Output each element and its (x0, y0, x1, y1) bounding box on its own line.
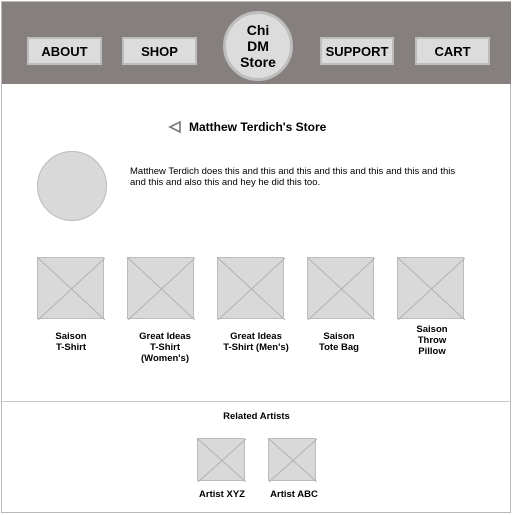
product-label-line: Tote Bag (319, 342, 359, 353)
product-label-line: Great Ideas (230, 331, 282, 342)
product-image-placeholder-icon[interactable] (307, 257, 374, 319)
related-artists-heading: Related Artists (223, 411, 290, 422)
product-label-line: Saison (323, 331, 355, 342)
product-image-placeholder-icon[interactable] (397, 257, 464, 319)
product-label-line: (Women's) (140, 353, 189, 364)
product-image-placeholder-icon[interactable] (37, 257, 104, 319)
nav-support-button[interactable]: SUPPORT (320, 37, 394, 65)
page-title: Matthew Terdich's Store (189, 120, 327, 134)
logo-line: Chi (246, 22, 270, 38)
artist-image-placeholder-icon[interactable] (197, 438, 245, 481)
product-label[interactable] (294, 331, 384, 353)
product-label-line: Throw (417, 335, 447, 346)
nav-about-button[interactable]: ABOUT (27, 37, 102, 65)
product-image-placeholder-icon[interactable] (217, 257, 284, 319)
logo-line: Store (240, 54, 276, 70)
artist-image-placeholder-icon[interactable] (268, 438, 316, 481)
section-divider (2, 401, 511, 402)
product-label-line: Saison (55, 331, 87, 342)
product-label-line: Pillow (418, 346, 446, 357)
related-artist-link[interactable]: Artist ABC (270, 489, 318, 500)
related-artist-link[interactable]: Artist XYZ (199, 489, 245, 500)
product-label[interactable] (120, 331, 210, 364)
nav-shop-button[interactable]: SHOP (122, 37, 197, 65)
triangle-left-icon[interactable] (168, 120, 182, 134)
product-label-line: Great Ideas (139, 331, 191, 342)
artist-avatar (37, 151, 107, 221)
product-label[interactable] (26, 331, 116, 353)
nav-cart-button[interactable]: CART (415, 37, 490, 65)
product-label-line: T-Shirt (149, 342, 181, 353)
store-logo[interactable] (223, 11, 293, 81)
artist-bio: Matthew Terdich does this and this and this and this and this and this and this and this and also this and hey he did this too. (130, 166, 456, 188)
product-label[interactable] (387, 324, 477, 357)
product-image-placeholder-icon[interactable] (127, 257, 194, 319)
product-label[interactable] (211, 331, 301, 353)
product-label-line: T-Shirt (55, 342, 87, 353)
store-header (168, 118, 326, 136)
top-navigation-bar (2, 2, 511, 84)
product-label-line: T-Shirt (Men's) (223, 342, 289, 353)
logo-line: DM (247, 38, 269, 54)
product-label-line: Saison (416, 324, 448, 335)
